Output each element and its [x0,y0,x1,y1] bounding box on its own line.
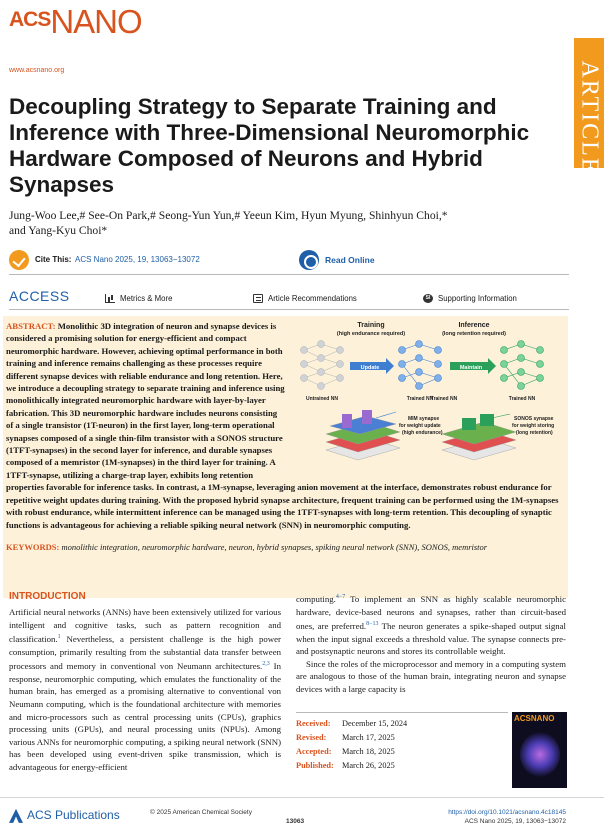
logo-acs: ACS [9,8,51,31]
date-accepted [296,745,508,759]
intro-paragraph-2: Since the roles of the microprocessor and memory in a computing system are analogous to those of the human brain, integrating neuron and synapse devices with a large capacity is [296,658,566,694]
date-published [296,759,508,773]
accepted-value: March 18, 2025 [342,747,395,756]
revised-value: March 17, 2025 [342,733,395,742]
cite-label: Cite This: [35,255,72,264]
read-online-icon[interactable] [299,250,319,270]
inference-title: Inference [458,322,490,329]
intro-text-f: The neuron generates a spike-shaped output signal when the input signal exceeds a threshold value. The synapse connects pre- and postsynaptic neurons and stores its controllable weight. [296,621,566,657]
article-section-tab [574,0,604,832]
intro-text-d: computing. [296,593,336,604]
document-list-icon [253,294,263,303]
journal-cover-thumbnail[interactable] [512,712,567,788]
trained-nn-label-3: Trained NN [508,396,536,402]
cover-art [520,732,560,777]
authors-line-2: and Yang-Kyu Choi* [9,224,108,237]
journal-logo[interactable] [9,3,142,41]
footer-divider [0,797,604,798]
cite-bar [9,247,569,275]
intro-text-c: In response, neuromorphic computing, which emulates the functionality of the human brain, has emerged as a promising alternative to conventional von Neumann computing, which is the foundational architecture with memories and micro-processors such as central processing units (CPUs), graphics processing units (GPUs), and neural processing units (NPUs). Among various ANNs for neuromorphic computing, a spiking neural network (SNN) has been developed using event-driven spike transmission, which is advantageous for energy-efficient [9,661,281,772]
keywords [6,541,561,553]
published-value: March 26, 2025 [342,761,395,770]
ref-link-4[interactable]: 8−13 [366,621,379,628]
trained-nn-label-1: Trained NN [406,396,434,402]
received-label: Received: [296,719,331,728]
untrained-nn-label: Untrained NN [306,396,338,402]
access-label: ACCESS [9,288,70,304]
logo-nano: NANO [50,3,142,40]
publisher-name: ACS Publications [27,808,120,822]
intro-right-column [296,591,566,696]
toc-graphic-svg [296,320,564,472]
journal-url[interactable]: www.acsnano.org [9,67,65,74]
cover-title: ACSNANO [514,714,555,723]
trained-nn-label-2: Trained NN [430,396,458,402]
intro-paragraph-1-cont [296,591,566,696]
footer-doi [448,808,566,826]
mim-label-1: MIM synapse [408,416,440,422]
metrics-button[interactable] [105,294,172,303]
acs-publications-logo[interactable] [9,808,120,823]
cite-divider [9,274,569,275]
metrics-label: Metrics & More [120,294,173,303]
training-subtitle: (high endurance required) [336,331,406,337]
intro-text-e: To implement an SNN as highly scalable neuromorphic hardware, device-based neurons and synapses, rather than circuit-based ones, are preferred. [296,593,566,632]
doi-link[interactable]: https://doi.org/10.1021/acsnano.4c18145 [448,809,566,816]
article-title: Decoupling Strategy to Separate Training and Inference with Three-Dimensional Neuromorphic Hardware Composed of Neurons and Hybrid Synapses [9,94,530,197]
dates-divider [296,712,508,713]
supporting-info-label: Supporting Information [438,294,517,303]
cite-reference[interactable]: ACS Nano 2025, 19, 13063−13072 [75,255,200,264]
read-online-button[interactable]: Read Online [325,255,375,265]
author-list [9,208,549,238]
copyright: © 2025 American Chemical Society [150,809,252,816]
access-bar [9,288,569,310]
training-title: Training [357,322,385,329]
footer-citation: ACS Nano 2025, 19, 13063−13072 [464,818,566,825]
supporting-info-button[interactable] [423,294,517,303]
inference-subtitle: (long retention required) [442,331,506,337]
intro-text-b: Nevertheless, a persistent challenge is the high power consumption, primarily resulting from the substantial data transfer between processors and memory in conventional von Neumann architectures. [9,634,281,672]
recommendations-label: Article Recommendations [268,294,357,303]
keywords-label: KEYWORDS: [6,542,60,552]
ref-link-2[interactable]: 2,3 [262,661,270,668]
intro-text-a: Artificial neural networks (ANNs) have been extensively utilized for various intelligent and cognitive tasks, such as pattern recognition and classification. [9,607,281,645]
abstract [6,320,562,531]
accepted-label: Accepted: [296,747,332,756]
sonos-label-2: for weight storing [512,423,555,429]
access-divider [9,309,569,310]
maintain-label: Maintain [459,365,483,371]
ref-link-3[interactable]: 4−7 [335,594,346,600]
sonos-label-3: (long retention) [516,430,553,436]
abstract-label: ABSTRACT: [6,321,56,331]
acs-logo-icon [9,809,23,823]
intro-paragraph-1 [9,606,281,774]
date-revised [296,731,508,745]
keywords-text: monolithic integration, neuromorphic hardware, neuron, hybrid synapses, spiking neural network (SNN), SONOS, memristor [61,542,488,552]
update-label: Update [360,365,380,371]
page-number: 13063 [286,818,305,825]
abstract-text: Monolithic 3D integration of neuron and synapse devices is considered a promising solution for energy-efficient and compact neuromorphic hardware. However, achieving optimal performance in both training and inference remains challenging as these processes require different synapse devices with reliable endurance and long retention. Here, we introduce a decoupling strategy to separate training and inference using monolithically integrated neuromorphic hardware with layer-by-layer fabrication. This 3D neuromorphic hardware includes neurons consisting of a single transistor (1T-neuron) in the first layer, long-term operational synapses composed of a single thin-film transistor with a SONOS structure (1TFT-synapses) in the second layer for inference, and durable synapses composed of a memristor (1M-synapses) in the third layer for training. A 1TFT-synapse, utilizing a charge-trap layer, exhibits long retention properties favorable for inference tasks. In contrast, a 1M-synapse, leveraging anion movement at the interface, demonstrates robust endurance for repetitive weight updates during training. With the proposed hybrid synapse architecture, frequent training can be performed using the 1M-synapses with robust endurance, while intermittent inference can be managed using the 1TFT-synapses with long-term retention. This decoupling of synaptic functions is advantageous for achieving a reliable spiking neural network (SNN) in neuromorphic computing. [6,321,559,530]
toc-graphic [296,320,564,472]
ref-link-1[interactable]: 1 [57,634,61,641]
publication-dates [296,717,508,773]
received-value: December 15, 2024 [342,719,408,728]
bar-chart-icon [105,294,115,303]
intro-left-column [9,591,281,774]
cite-check-icon[interactable] [9,250,29,270]
date-received [296,717,508,731]
si-icon: SI [423,294,433,303]
recommendations-button[interactable] [253,294,357,303]
published-label: Published: [296,761,334,770]
mim-label-2: for weight update [399,423,441,429]
article-tab-label: ARTICLE [576,60,603,175]
authors-line-1: Jung-Woo Lee,# See-On Park,# Seong-Yun Yun,# Yeeun Kim, Hyun Myung, Shinhyun Choi,* [9,209,448,222]
sonos-label-1: SONOS synapse [514,416,554,422]
intro-heading: INTRODUCTION [9,591,86,602]
revised-label: Revised: [296,733,327,742]
mim-label-3: (high endurance) [402,430,443,436]
